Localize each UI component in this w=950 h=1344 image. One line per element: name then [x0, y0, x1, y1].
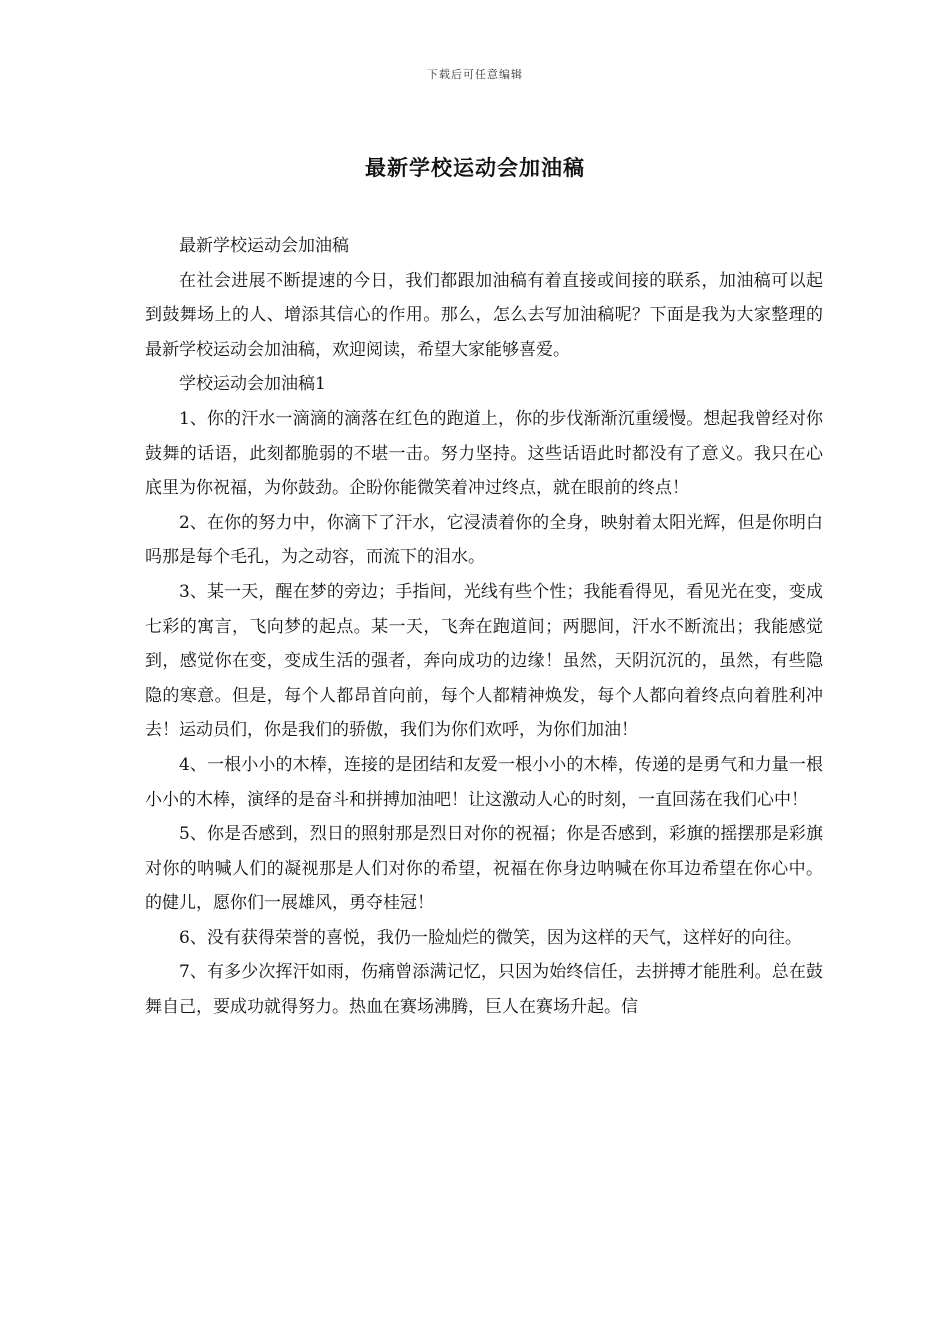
paragraph-subtitle: 最新学校运动会加油稿 — [179, 236, 349, 256]
document-body — [145, 229, 823, 1025]
paragraph-item-6: 6、没有获得荣誉的喜悦，我仍一脸灿烂的微笑，因为这样的天气，这样好的向往。 — [179, 927, 802, 948]
paragraph-item-3: 3、某一天，醒在梦的旁边；手指间，光线有些个性；我能看得见，看见光在变，变成七彩的寓言，飞向梦的起点。某一天，飞奔在跑道间；两腮间，汗水不断流出；我能感觉到，感觉你在变，变成生活的强者，奔向成功的边缘！虽然，天阴沉沉的，虽然，有些隐隐的寒意。但是，每个人都昂首向前，每个人都精神焕发，每个人都向着终点向着胜利冲去！运动员们，你是我们的骄傲，我们为你们欢呼，为你们加油！ — [145, 581, 823, 741]
document-title: 最新学校运动会加油稿 — [365, 155, 585, 180]
paragraph-item-2: 2、在你的努力中，你滴下了汗水，它浸渍着你的全身，映射着太阳光辉，但是你明白吗那是每个毛孔，为之动容，而流下的泪水。 — [145, 512, 823, 568]
section-heading: 学校运动会加油稿1 — [179, 374, 326, 395]
paragraph-item-4: 4、一根小小的木棒，连接的是团结和友爱一根小小的木棒，传递的是勇气和力量一根小小的木棒，演绎的是奋斗和拼搏加油吧！让这激动人心的时刻，一直回荡在我们心中！ — [145, 754, 823, 810]
paragraph-item-5: 5、你是否感到，烈日的照射那是烈日对你的祝福；你是否感到，彩旗的摇摆那是彩旗对你的呐喊人们的凝视那是人们对你的希望，祝福在你身边呐喊在你耳边希望在你心中。的健儿，愿你们一展雄风，勇夺桂冠！ — [145, 824, 823, 914]
header-note: 下载后可任意编辑 — [427, 68, 523, 81]
paragraph-item-1: 1、你的汗水一滴滴的滴落在红色的跑道上，你的步伐渐渐沉重缓慢。想起我曾经对你鼓舞的话语，此刻都脆弱的不堪一击。努力坚持。这些话语此时都没有了意义。我只在心底里为你祝福，为你鼓劲。企盼你能微笑着冲过终点，就在眼前的终点！ — [145, 408, 823, 499]
paragraph-item-7: 7、有多少次挥汗如雨，伤痛曾添满记忆，只因为始终信任，去拼搏才能胜利。总在鼓舞自己，要成功就得努力。热血在赛场沸腾，巨人在赛场升起。信 — [145, 962, 823, 1018]
paragraph-intro: 在社会进展不断提速的今日，我们都跟加油稿有着直接或间接的联系，加油稿可以起到鼓舞场上的人、增添其信心的作用。那么，怎么去写加油稿呢？下面是我为大家整理的最新学校运动会加油稿，欢迎阅读，希望大家能够喜爱。 — [145, 270, 823, 360]
